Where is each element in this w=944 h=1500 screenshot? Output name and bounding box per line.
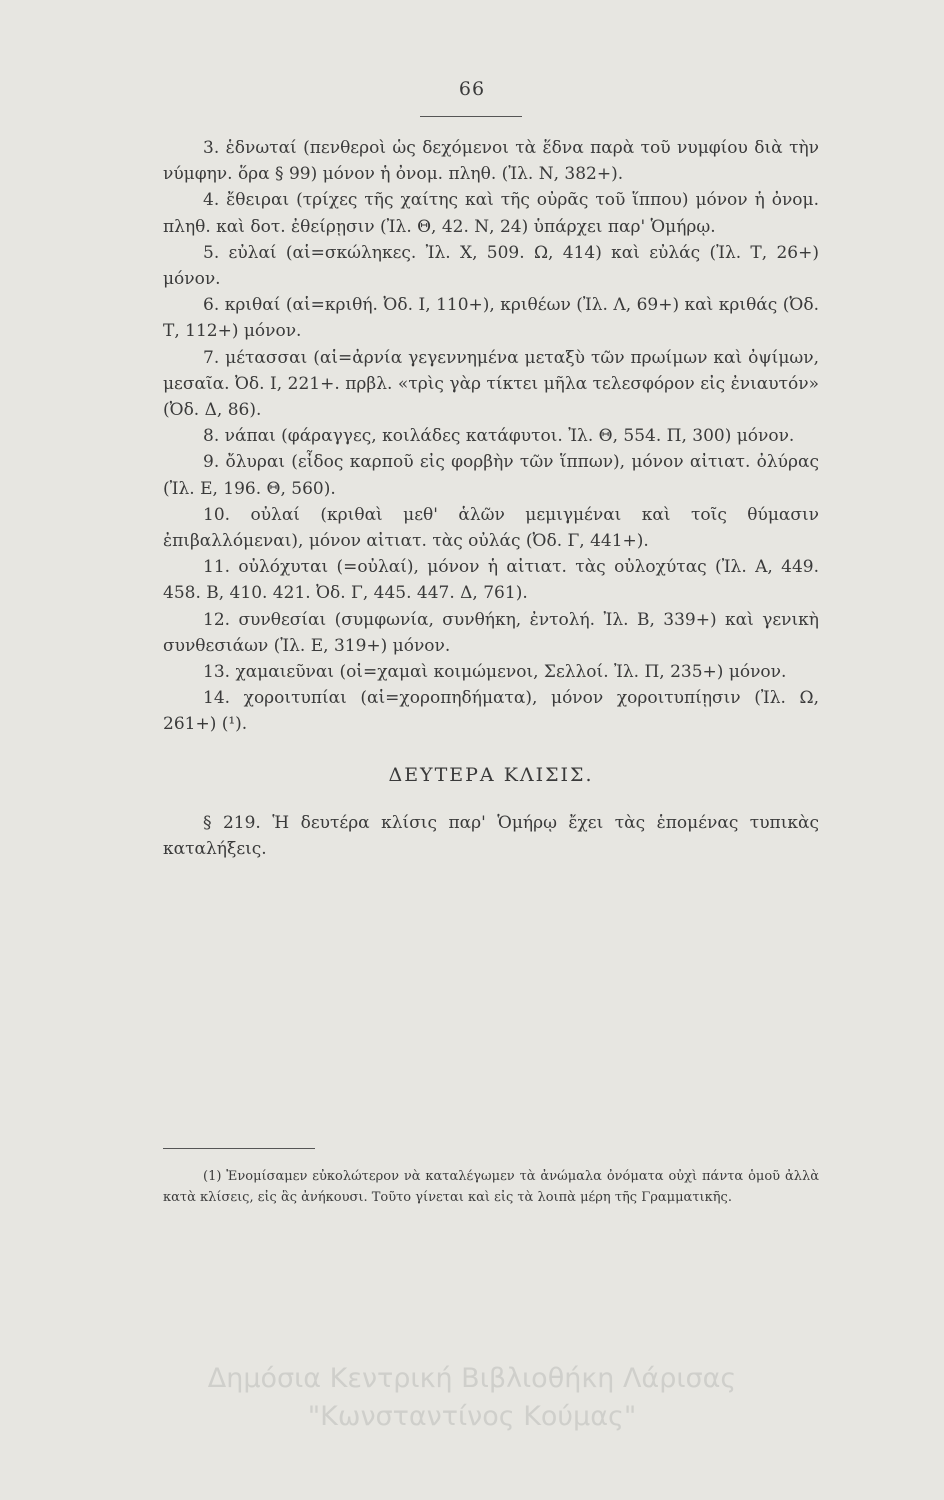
entry-13: 13. χαμαιεῦναι (οἱ=χαμαὶ κοιμώμενοι, Σελλοί. Ἰλ. Π, 235+) μόνον. — [203, 662, 787, 683]
watermark-line-2: "Κωνσταντίνος Κούμας" — [307, 1401, 637, 1432]
section-heading: ΔΕΥΤΕΡΑ ΚΛΙΣΙΣ. — [388, 763, 594, 786]
entry-5: 5. εὐλαί (αἱ=σκώληκες. Ἰλ. Χ, 509. Ω, 414) καὶ εὐλάς (Ἰλ. Τ, 26+) μόνον. — [163, 242, 819, 290]
body-text — [163, 135, 819, 862]
entry-14: 14. χοροιτυπίαι (αἱ=χοροπηδήματα), μόνον χοροιτυπίῃσιν (Ἰλ. Ω, 261+) (¹). — [163, 688, 819, 735]
header-rule — [420, 116, 522, 117]
entry-12: 12. συνθεσίαι (συμφωνία, συνθήκη, ἐντολή. Ἰλ. Β, 339+) καὶ γενικὴ συνθεσιάων (Ἰλ. Ε, 319+) μόνον. — [163, 609, 819, 656]
entry-10: 10. οὐλαί (κριθαὶ μεθ' ἁλῶν μεμιγμέναι καὶ τοῖς θύμασιν ἐπιβαλλόμεναι), μόνον αἰτιατ. τὰς οὐλάς (Ὀδ. Γ, 441+). — [163, 504, 819, 552]
entry-4: 4. ἔθειραι (τρίχες τῆς χαίτης καὶ τῆς οὐρᾶς τοῦ ἵππου) μόνον ἡ ὀνομ. πληθ. καὶ δοτ. ἐθείρῃσιν (Ἰλ. Θ, 42. Ν, 24) ὑπάρχει παρ' Ὁμήρῳ. — [163, 190, 819, 237]
entry-8: 8. νάπαι (φάραγγες, κοιλάδες κατάφυτοι. Ἰλ. Θ, 554. Π, 300) μόνον. — [203, 426, 795, 447]
entry-9: 9. ὄλυραι (εἶδος καρποῦ εἰς φορβὴν τῶν ἵππων), μόνον αἰτιατ. ὀλύρας (Ἰλ. Ε, 196. Θ, 560). — [163, 452, 819, 499]
section-paragraph: § 219. Ἡ δευτέρα κλίσις παρ' Ὁμήρῳ ἔχει τὰς ἑπομένας τυπικὰς καταλήξεις. — [163, 812, 819, 860]
watermark-line-1: Δημόσια Κεντρική Βιβλιοθήκη Λάρισας — [207, 1363, 737, 1394]
page-number: 66 — [458, 78, 486, 100]
entry-7: 7. μέτασσαι (αἱ=ἀρνία γεγεννημένα μεταξὺ τῶν πρωίμων καὶ ὀψίμων, μεσαῖα. Ὀδ. Ι, 221+. πρβλ. «τρὶς γὰρ τίκτει μῆλα τελεσφόρον εἰς ἐνιαυτόν» (Ὀδ. Δ, 86). — [163, 347, 819, 421]
entry-11: 11. οὐλόχυται (=οὐλαί), μόνον ἡ αἰτιατ. τὰς οὐλοχύτας (Ἰλ. Α, 449. 458. Β, 410. 421. Ὀδ. Γ, 445. 447. Δ, 761). — [163, 557, 819, 604]
entry-6: 6. κριθαί (αἱ=κριθή. Ὀδ. Ι, 110+), κριθέων (Ἰλ. Λ, 69+) καὶ κριθάς (Ὀδ. Τ, 112+) μόνον. — [163, 295, 819, 342]
entry-3: 3. ἑδνωταί (πενθεροὶ ὡς δεχόμενοι τὰ ἕδνα παρὰ τοῦ νυμφίου διὰ τὴν νύμφην. ὅρα § 99) μόνον ἡ ὀνομ. πληθ. (Ἰλ. Ν, 382+). — [163, 138, 819, 185]
library-watermark — [0, 1360, 944, 1436]
footnote-rule — [163, 1148, 315, 1149]
footnote: (1) Ἐνομίσαμεν εὐκολώτερον νὰ καταλέγωμεν τὰ ἀνώμαλα ὀνόματα οὐχὶ πάντα ὁμοῦ ἀλλὰ κατὰ κλίσεις, εἰς ἃς ἀνήκουσι. Τοῦτο γίνεται καὶ εἰς τὰ λοιπὰ μέρη τῆς Γραμματικῆς. — [163, 1169, 819, 1205]
